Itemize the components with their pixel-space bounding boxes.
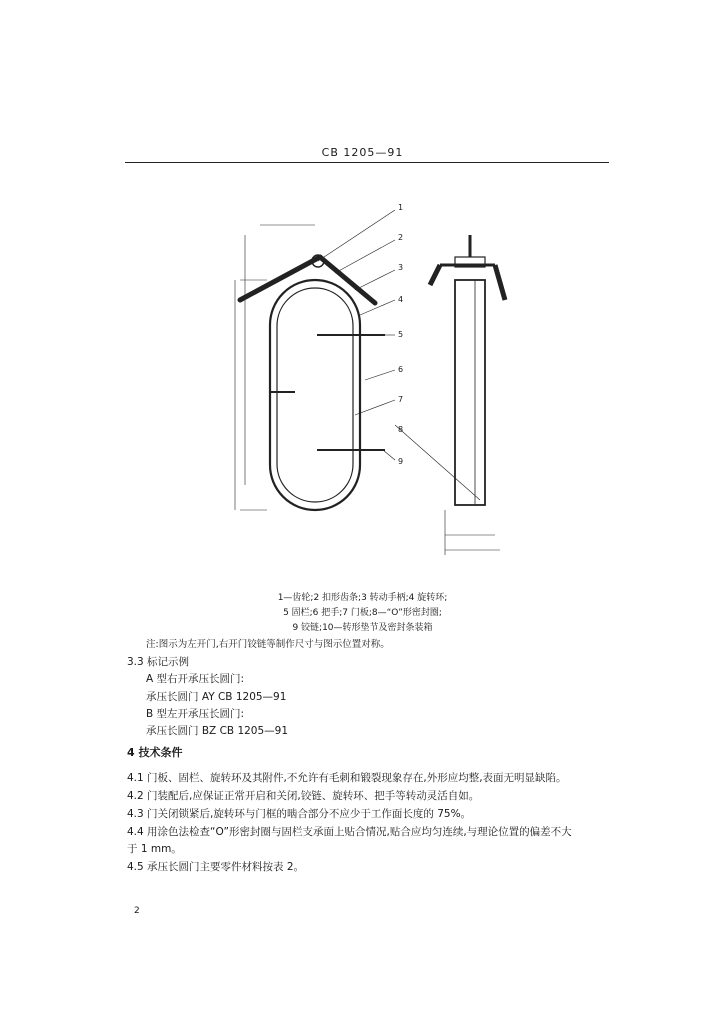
clause-4-2: 4.2 门装配后,应保证正常开启和关闭,铰链、旋转环、把手等转动灵活自如。 [127,790,480,802]
callout-8: 8 [398,425,404,434]
section-4-title: 4 技术条件 [127,746,183,759]
figure-caption-line-3: 9 铰链;10—转形垫节及密封条装箱 [292,623,433,633]
door-figure [205,195,535,575]
figure-caption-line-1: 1—齿轮;2 扣形齿条;3 转动手柄;4 旋转环; [277,593,448,603]
marking-example-line-2: 承压长圆门 AY CB 1205—91 [146,691,287,703]
clause-4-1: 4.1 门板、固栏、旋转环及其附件,不允许有毛刺和锻裂现象存在,外形应均整,表面无明显缺陷。 [127,772,567,784]
section-3-3-title: 3.3 标记示例 [127,656,190,668]
marking-example-line-4: 承压长圆门 BZ CB 1205—91 [146,725,289,737]
callout-3: 3 [398,263,404,272]
callout-9: 9 [398,457,404,466]
callout-6: 6 [398,365,404,374]
clause-4-3: 4.3 门关闭锁紧后,旋转环与门框的啮合部分不应少于工作面长度的 75%。 [127,808,472,820]
page-number: 2 [134,906,140,916]
figure-caption-line-2: 5 固栏;6 把手;7 门板;8—“O”形密封圈; [283,608,442,618]
header-standard-code: CB 1205—91 [321,146,404,159]
header-rule [125,162,609,163]
marking-example-line-1: A 型右开承压长圆门: [146,673,245,685]
callout-7: 7 [398,395,404,404]
callout-4: 4 [398,295,404,304]
callout-1: 1 [398,203,404,212]
clause-4-4: 4.4 用涂色法检查“O”形密封圈与固栏支承面上贴合情况,贴合应均匀连续,与理论位置的偏差不大 [127,826,572,838]
clause-4-5: 4.5 承压长圆门主要零件材料按表 2。 [127,861,305,873]
clause-4-4-continued: 于 1 mm。 [127,843,182,855]
front-view-drawing [235,210,395,510]
side-view-drawing [395,235,505,555]
callout-5: 5 [398,330,404,339]
figure-note: 注:图示为左开门,右开门铰链等制作尺寸与图示位置对称。 [146,639,390,650]
marking-example-line-3: B 型左开承压长圆门: [146,708,245,720]
callout-2: 2 [398,233,404,242]
